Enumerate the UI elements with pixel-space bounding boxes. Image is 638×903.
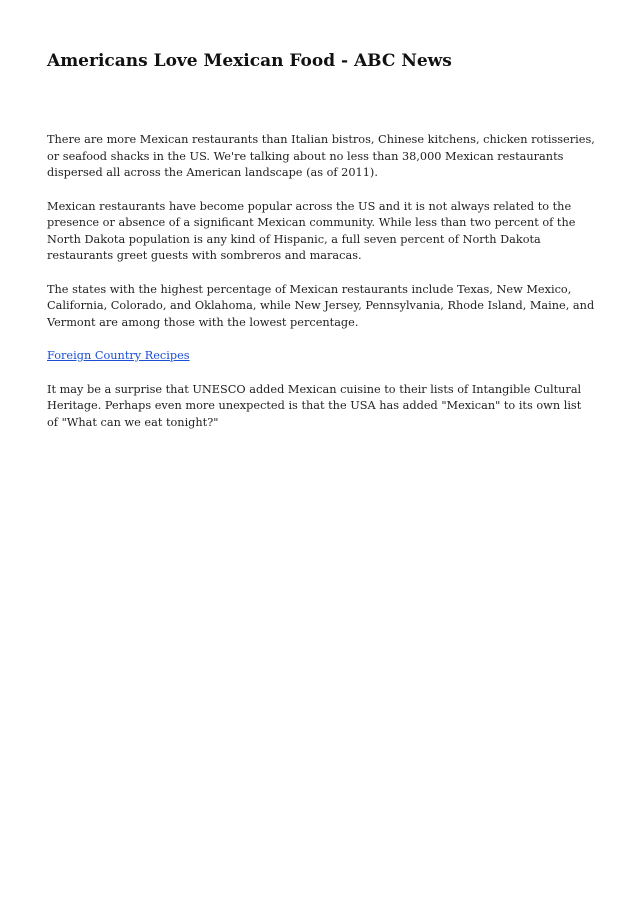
- paragraph-popularity: Mexican restaurants have become popular across the US and it is not always related to the presence or absence of a significant Mexican community. While less than two percent of the North Dakota population is any kind of Hispanic, a full seven percent of North Dakota restaurants greet guests with sombreros and maracas.: [47, 199, 576, 262]
- paragraph-unesco: It may be a surprise that UNESCO added Mexican cuisine to their lists of Intangible Cultural Heritage. Perhaps even more unexpected is that the USA has added "Mexican" to its own list of "What can we eat tonight?": [47, 382, 582, 429]
- foreign-country-recipes-link[interactable]: Foreign Country Recipes: [47, 349, 190, 362]
- link-paragraph: [47, 348, 595, 365]
- paragraph-states: The states with the highest percentage of Mexican restaurants include Texas, New Mexico, California, Colorado, and Oklahoma, while New Jersey, Pennsylvania, Rhode Island, Maine, and Vermont are among those with the lowest percentage.: [47, 282, 595, 329]
- page-title: Americans Love Mexican Food - ABC News: [47, 51, 452, 71]
- article-body: [47, 132, 595, 448]
- paragraph-intro: There are more Mexican restaurants than Italian bistros, Chinese kitchens, chicken rotisseries, or seafood shacks in the US. We're talking about no less than 38,000 Mexican restaurants dispersed all across the American landscape (as of 2011).: [47, 133, 595, 179]
